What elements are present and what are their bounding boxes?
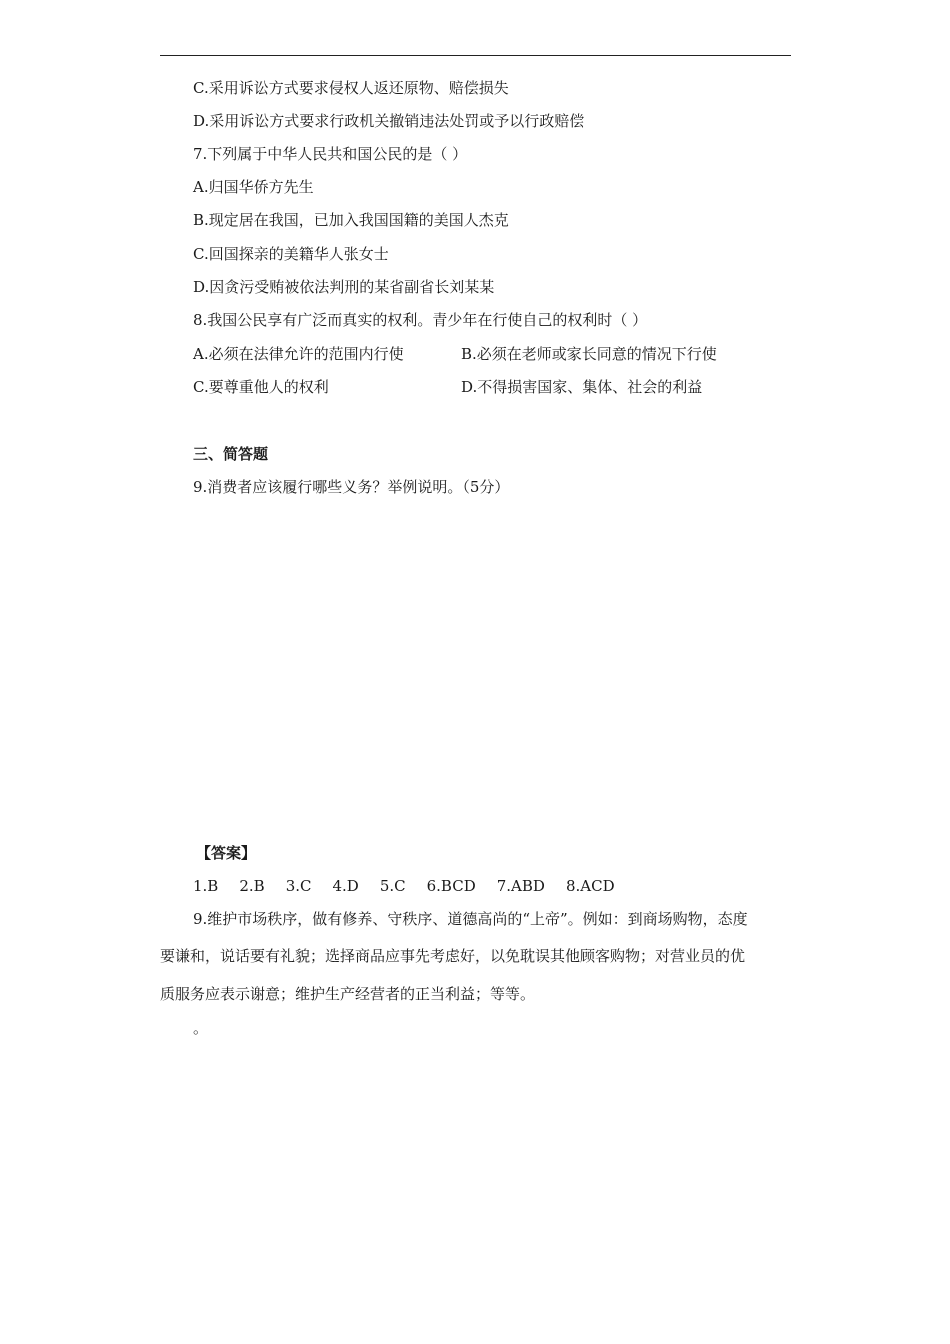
answer-9-line-1: 9.维护市场秩序，做有修养、守秩序、道德高尚的“上帝”。例如：到商场购物，态度: [193, 910, 748, 928]
answer-item: 3.C: [285, 877, 312, 895]
question-7-option-d: D.因贪污受贿被依法判刑的某省副省长刘某某: [193, 278, 495, 296]
question-7-option-c: C.回国探亲的美籍华人张女士: [193, 245, 389, 263]
header-rule: [160, 55, 791, 56]
question-7-stem: 7.下列属于中华人民共和国公民的是（ ）: [193, 145, 468, 163]
answers-heading: 【答案】: [196, 844, 257, 862]
answer-item: 2.B: [239, 877, 265, 895]
question-8-stem: 8.我国公民享有广泛而真实的权利。青少年在行使自己的权利时（ ）: [193, 311, 648, 329]
answer-item: 4.D: [332, 877, 359, 895]
option-d-prev: D.采用诉讼方式要求行政机关撤销违法处罚或予以行政赔偿: [193, 112, 585, 130]
section-heading-short-answer: 三、简答题: [193, 445, 269, 463]
question-8-option-b: B.必须在老师或家长同意的情况下行使: [461, 345, 717, 363]
answer-item: 6.BCD: [426, 877, 476, 895]
answer-9-line-3: 质服务应表示谢意；维护生产经营者的正当利益；等等。: [160, 985, 536, 1003]
question-7-option-a: A.归国华侨方先生: [193, 178, 314, 196]
answer-item: 7.ABD: [496, 877, 545, 895]
question-8-option-a: A.必须在法律允许的范围内行使: [193, 345, 404, 363]
question-8-option-d: D.不得损害国家、集体、社会的利益: [461, 378, 703, 396]
answers-list: [193, 876, 636, 896]
trailing-mark: 。: [193, 1019, 209, 1037]
option-c-prev: C.采用诉讼方式要求侵权人返还原物、赔偿损失: [193, 79, 509, 97]
answer-item: 8.ACD: [565, 877, 615, 895]
answer-item: 5.C: [379, 877, 406, 895]
question-9-stem: 9.消费者应该履行哪些义务？举例说明。（5分）: [193, 478, 510, 496]
answer-9-line-2: 要谦和，说话要有礼貌；选择商品应事先考虑好，以免耽误其他顾客购物；对营业员的优: [160, 947, 746, 965]
question-8-option-c: C.要尊重他人的权利: [193, 378, 329, 396]
question-7-option-b: B.现定居在我国，已加入我国国籍的美国人杰克: [193, 211, 509, 229]
answer-item: 1.B: [193, 877, 219, 895]
